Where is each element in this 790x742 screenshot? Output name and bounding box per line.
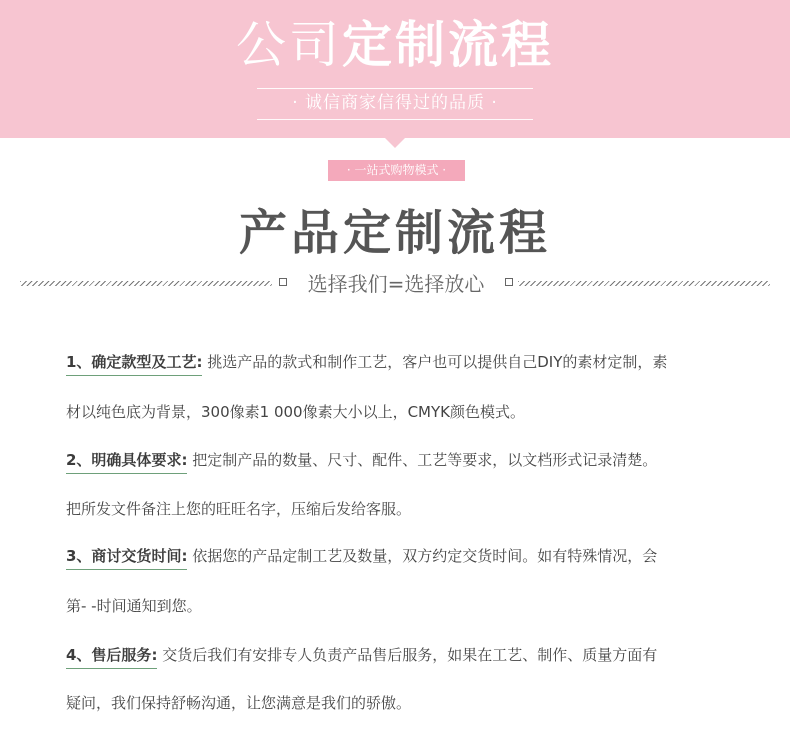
header-banner	[0, 0, 790, 138]
banner-pointer	[383, 136, 407, 148]
banner-title	[0, 12, 790, 78]
step-2	[66, 449, 746, 474]
step-2-text: 把定制产品的数量、尺寸、配件、工艺等要求，以文档形式记录清楚。	[192, 451, 658, 469]
step-1-text: 挑选产品的款式和制作工艺，客户也可以提供自己DIY的素材定制，素	[207, 353, 668, 371]
step-2-continuation: 把所发文件备注上您的旺旺名字，压缩后发给客服。	[66, 500, 412, 518]
banner-title-bold: 定制流程	[342, 16, 554, 74]
slogan: 选择我们=选择放心	[307, 272, 485, 296]
step-3-label: 3、商讨交货时间:	[66, 545, 187, 570]
step-1-continuation: 材以纯色底为背景，300像素1 000像素大小以上，CMYK颜色模式。	[66, 403, 525, 421]
step-4-text: 交货后我们有安排专人负责产品售后服务，如果在工艺、制作、质量方面有	[162, 646, 658, 664]
step-1	[66, 351, 746, 376]
step-3-text: 依据您的产品定制工艺及数量，双方约定交货时间。如有特殊情况，会	[192, 547, 658, 565]
right-square-icon	[505, 278, 513, 286]
step-4-continuation: 疑问，我们保持舒畅沟通，让您满意是我们的骄傲。	[66, 694, 412, 712]
banner-subtitle-frame	[257, 88, 533, 120]
step-2-label: 2、明确具体要求:	[66, 449, 187, 474]
step-3	[66, 545, 746, 570]
shopping-mode-tag: · 一站式购物模式 ·	[328, 160, 465, 181]
banner-subtitle: · 诚信商家信得过的品质 ·	[292, 93, 498, 113]
step-4-label: 4、售后服务:	[66, 644, 157, 669]
left-square-icon	[279, 278, 287, 286]
step-1-label: 1、确定款型及工艺:	[66, 351, 202, 376]
step-4	[66, 644, 746, 669]
step-3-continuation: 第- -时间通知到您。	[66, 597, 202, 615]
banner-title-light: 公司	[236, 16, 342, 74]
page-title: 产品定制流程	[238, 205, 551, 261]
right-divider	[518, 281, 770, 286]
left-divider	[20, 281, 272, 286]
